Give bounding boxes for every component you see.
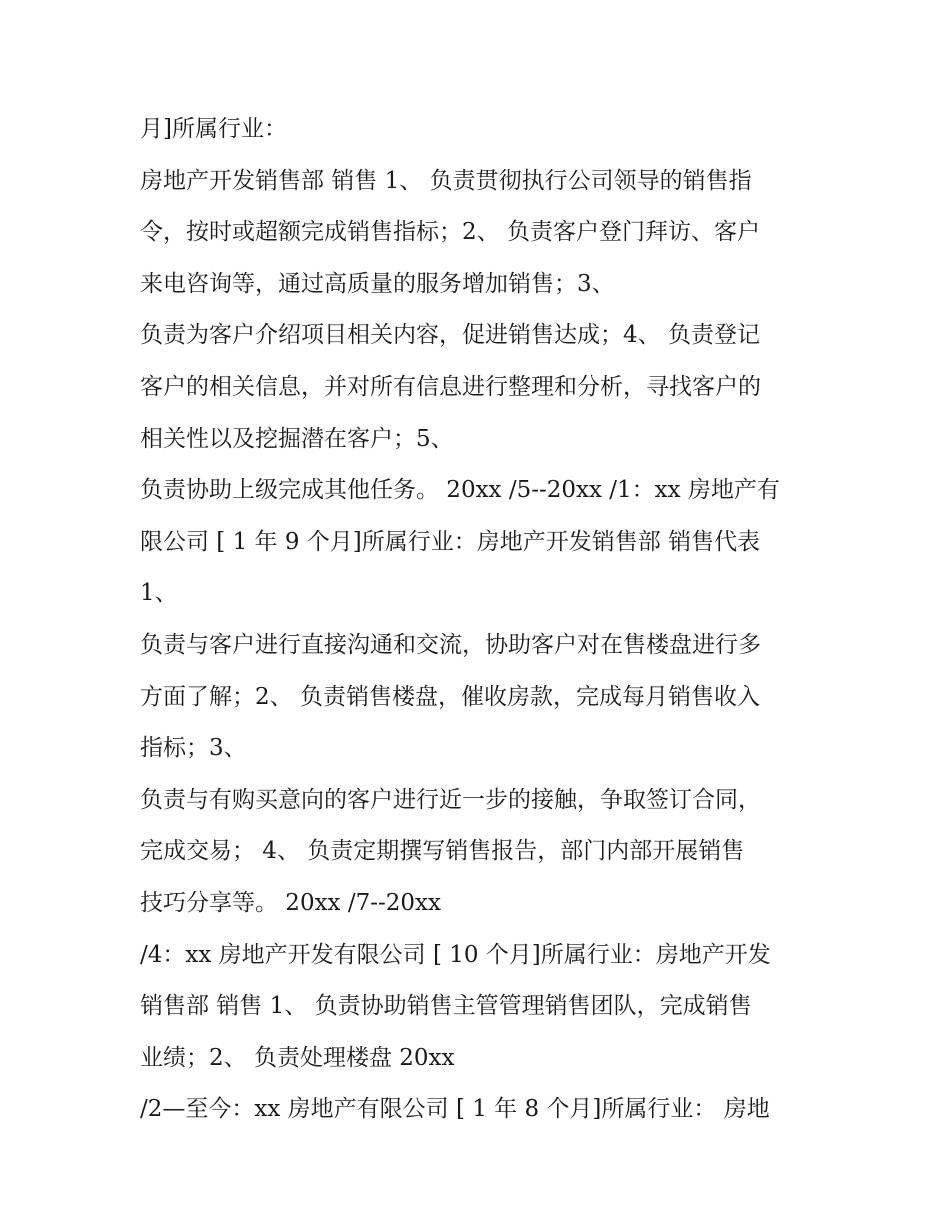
text-line: 相关性以及挖掘潜在客户；5、 bbox=[140, 425, 454, 452]
text-line: 完成交易； 4、 负责定期撰写销售报告，部门内部开展销售 bbox=[140, 838, 745, 865]
text-line: 技巧分享等。 20xx /7--20xx bbox=[140, 889, 441, 916]
text-line: 方面了解；2、 负责销售楼盘，催收房款，完成每月销售收入 bbox=[140, 683, 760, 710]
document-body bbox=[140, 104, 840, 1136]
text-line: 限公司 [ 1 年 9 个月]所属行业：房地产开发销售部 销售代表 bbox=[140, 528, 761, 555]
text-line: 负责与有购买意向的客户进行近一步的接触，争取签订合同， bbox=[140, 786, 761, 813]
text-line: /2—至今：xx 房地产有限公司 [ 1 年 8 个月]所属行业： 房地 bbox=[140, 1096, 770, 1123]
text-line: 销售部 销售 1、 负责协助销售主管管理销售团队，完成销售 bbox=[140, 993, 752, 1020]
text-line: 负责协助上级完成其他任务。 20xx /5--20xx /1：xx 房地产有 bbox=[140, 477, 780, 504]
text-line: 负责与客户进行直接沟通和交流，协助客户对在售楼盘进行多 bbox=[140, 631, 761, 658]
text-line: 指标；3、 bbox=[140, 735, 247, 762]
text-line: 令，按时或超额完成销售指标；2、 负责客户登门拜访、客户 bbox=[140, 219, 760, 246]
text-line: 来电咨询等，通过高质量的服务增加销售；3、 bbox=[140, 270, 615, 297]
text-line: /4：xx 房地产开发有限公司 [ 10 个月]所属行业：房地产开发 bbox=[140, 941, 771, 968]
text-line: 客户的相关信息，并对所有信息进行整理和分析，寻找客户的 bbox=[140, 373, 761, 400]
text-line: 1、 bbox=[140, 580, 178, 607]
text-line: 月]所属行业： bbox=[140, 116, 287, 142]
text-line: 负责为客户介绍项目相关内容，促进销售达成；4、 负责登记 bbox=[140, 322, 760, 349]
text-line: 房地产开发销售部 销售 1、 负责贯彻执行公司领导的销售指 bbox=[140, 167, 752, 194]
text-line: 业绩；2、 负责处理楼盘 20xx bbox=[140, 1044, 455, 1071]
